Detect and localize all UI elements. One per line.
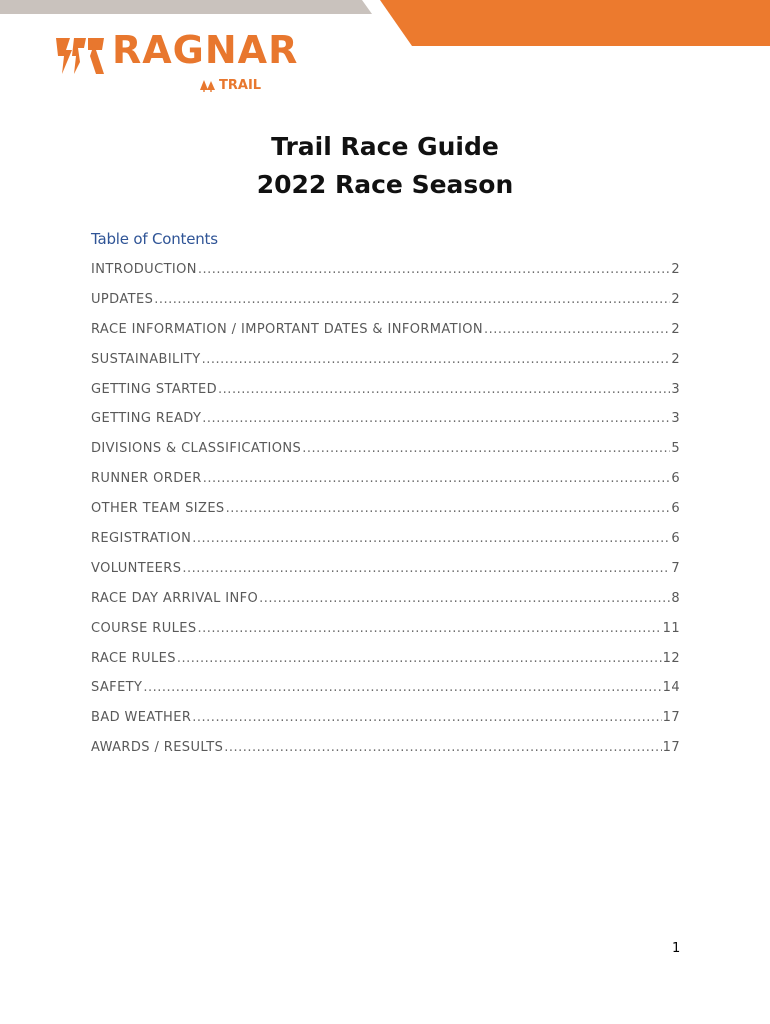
toc-entry-runner-order[interactable] <box>91 471 680 501</box>
page-number: 1 <box>672 941 681 956</box>
toc-heading: Table of Contents <box>91 230 218 248</box>
toc-entry-page: 2 <box>671 262 680 277</box>
ragnar-trail-logo <box>54 28 299 96</box>
toc-dot-leader <box>198 262 670 277</box>
toc-dot-leader <box>192 710 661 725</box>
toc-entry-page: 3 <box>671 411 680 427</box>
toc-entry-page: 11 <box>662 620 680 636</box>
toc-entry-page: 14 <box>662 680 680 696</box>
toc-entry-page: 7 <box>671 560 680 576</box>
toc-dot-leader <box>484 322 670 337</box>
toc-entry-label: COURSE RULES <box>91 620 197 636</box>
toc-entry-label: AWARDS / RESULTS <box>91 740 224 756</box>
toc-entry-sustainability[interactable] <box>91 352 680 382</box>
toc-entry-page: 2 <box>671 321 680 337</box>
toc-dot-leader <box>154 292 670 307</box>
banner-gray-band <box>0 0 372 14</box>
toc-dot-leader <box>143 680 661 695</box>
document-title <box>0 128 770 204</box>
toc-entry-getting-ready[interactable] <box>91 411 680 441</box>
toc-entry-getting-started[interactable] <box>91 382 680 412</box>
toc-entry-race-information[interactable] <box>91 322 680 352</box>
toc-entry-page: 6 <box>671 501 680 517</box>
toc-entry-course-rules[interactable] <box>91 621 680 651</box>
toc-dot-leader <box>192 531 670 546</box>
toc-entry-page: 5 <box>671 441 680 457</box>
toc-entry-label: OTHER TEAM SIZES <box>91 501 225 517</box>
toc-entry-label: BAD WEATHER <box>91 710 192 726</box>
toc-entry-label: SAFETY <box>91 680 143 696</box>
banner-orange-band <box>380 0 770 46</box>
toc-entry-divisions[interactable] <box>91 441 680 471</box>
toc-entry-race-rules[interactable] <box>91 651 680 681</box>
toc-entry-label: RUNNER ORDER <box>91 471 202 487</box>
toc-dot-leader <box>226 501 671 516</box>
ragnar-mark-icon <box>54 36 106 76</box>
toc-entry-awards-results[interactable] <box>91 740 680 770</box>
title-line-1: Trail Race Guide <box>271 132 499 161</box>
toc-entry-label: SUSTAINABILITY <box>91 351 201 367</box>
toc-entry-label: GETTING STARTED <box>91 381 218 397</box>
toc-entry-page: 12 <box>662 650 680 666</box>
toc-entry-race-day-arrival[interactable] <box>91 591 680 621</box>
toc-entry-page: 17 <box>662 740 680 756</box>
trees-icon <box>200 80 216 92</box>
title-line-2: 2022 Race Season <box>256 170 514 199</box>
brand-sub-label: TRAIL <box>219 78 262 93</box>
toc-entry-other-team-sizes[interactable] <box>91 501 680 531</box>
toc-entry-bad-weather[interactable] <box>91 710 680 740</box>
toc-dot-leader <box>218 382 670 397</box>
toc-entry-volunteers[interactable] <box>91 561 680 591</box>
toc-dot-leader <box>259 591 670 606</box>
toc-dot-leader <box>302 441 670 456</box>
toc-entry-introduction[interactable] <box>91 262 680 292</box>
toc-dot-leader <box>198 621 662 636</box>
toc-entry-label: RACE INFORMATION / IMPORTANT DATES & INFORMATION <box>91 321 484 337</box>
toc-entry-label: RACE DAY ARRIVAL INFO <box>91 590 259 606</box>
toc-entry-updates[interactable] <box>91 292 680 322</box>
toc-entry-label: RACE RULES <box>91 650 176 666</box>
toc-entry-label: GETTING READY <box>91 411 202 427</box>
toc-entry-registration[interactable] <box>91 531 680 561</box>
toc-entry-label: DIVISIONS & CLASSIFICATIONS <box>91 441 302 457</box>
toc-entry-page: 2 <box>671 291 680 307</box>
toc-entry-page: 6 <box>671 531 680 547</box>
toc-entry-page: 17 <box>662 710 680 726</box>
toc-dot-leader <box>203 471 671 486</box>
toc-entry-label: UPDATES <box>91 291 154 307</box>
brand-name: RAGNAR <box>112 28 299 72</box>
brand-subtitle <box>200 79 261 92</box>
toc-dot-leader <box>202 352 671 367</box>
toc-dot-leader <box>202 411 670 426</box>
toc-entry-page: 3 <box>671 381 680 397</box>
toc-dot-leader <box>224 740 661 755</box>
toc-entry-safety[interactable] <box>91 680 680 710</box>
toc-dot-leader <box>177 651 662 666</box>
toc-entry-label: REGISTRATION <box>91 531 192 547</box>
toc-entry-page: 8 <box>671 590 680 606</box>
toc-entry-page: 2 <box>671 351 680 367</box>
table-of-contents <box>91 262 680 770</box>
toc-entry-label: INTRODUCTION <box>91 262 197 277</box>
toc-dot-leader <box>182 561 670 576</box>
toc-entry-page: 6 <box>671 471 680 487</box>
toc-entry-label: VOLUNTEERS <box>91 560 182 576</box>
